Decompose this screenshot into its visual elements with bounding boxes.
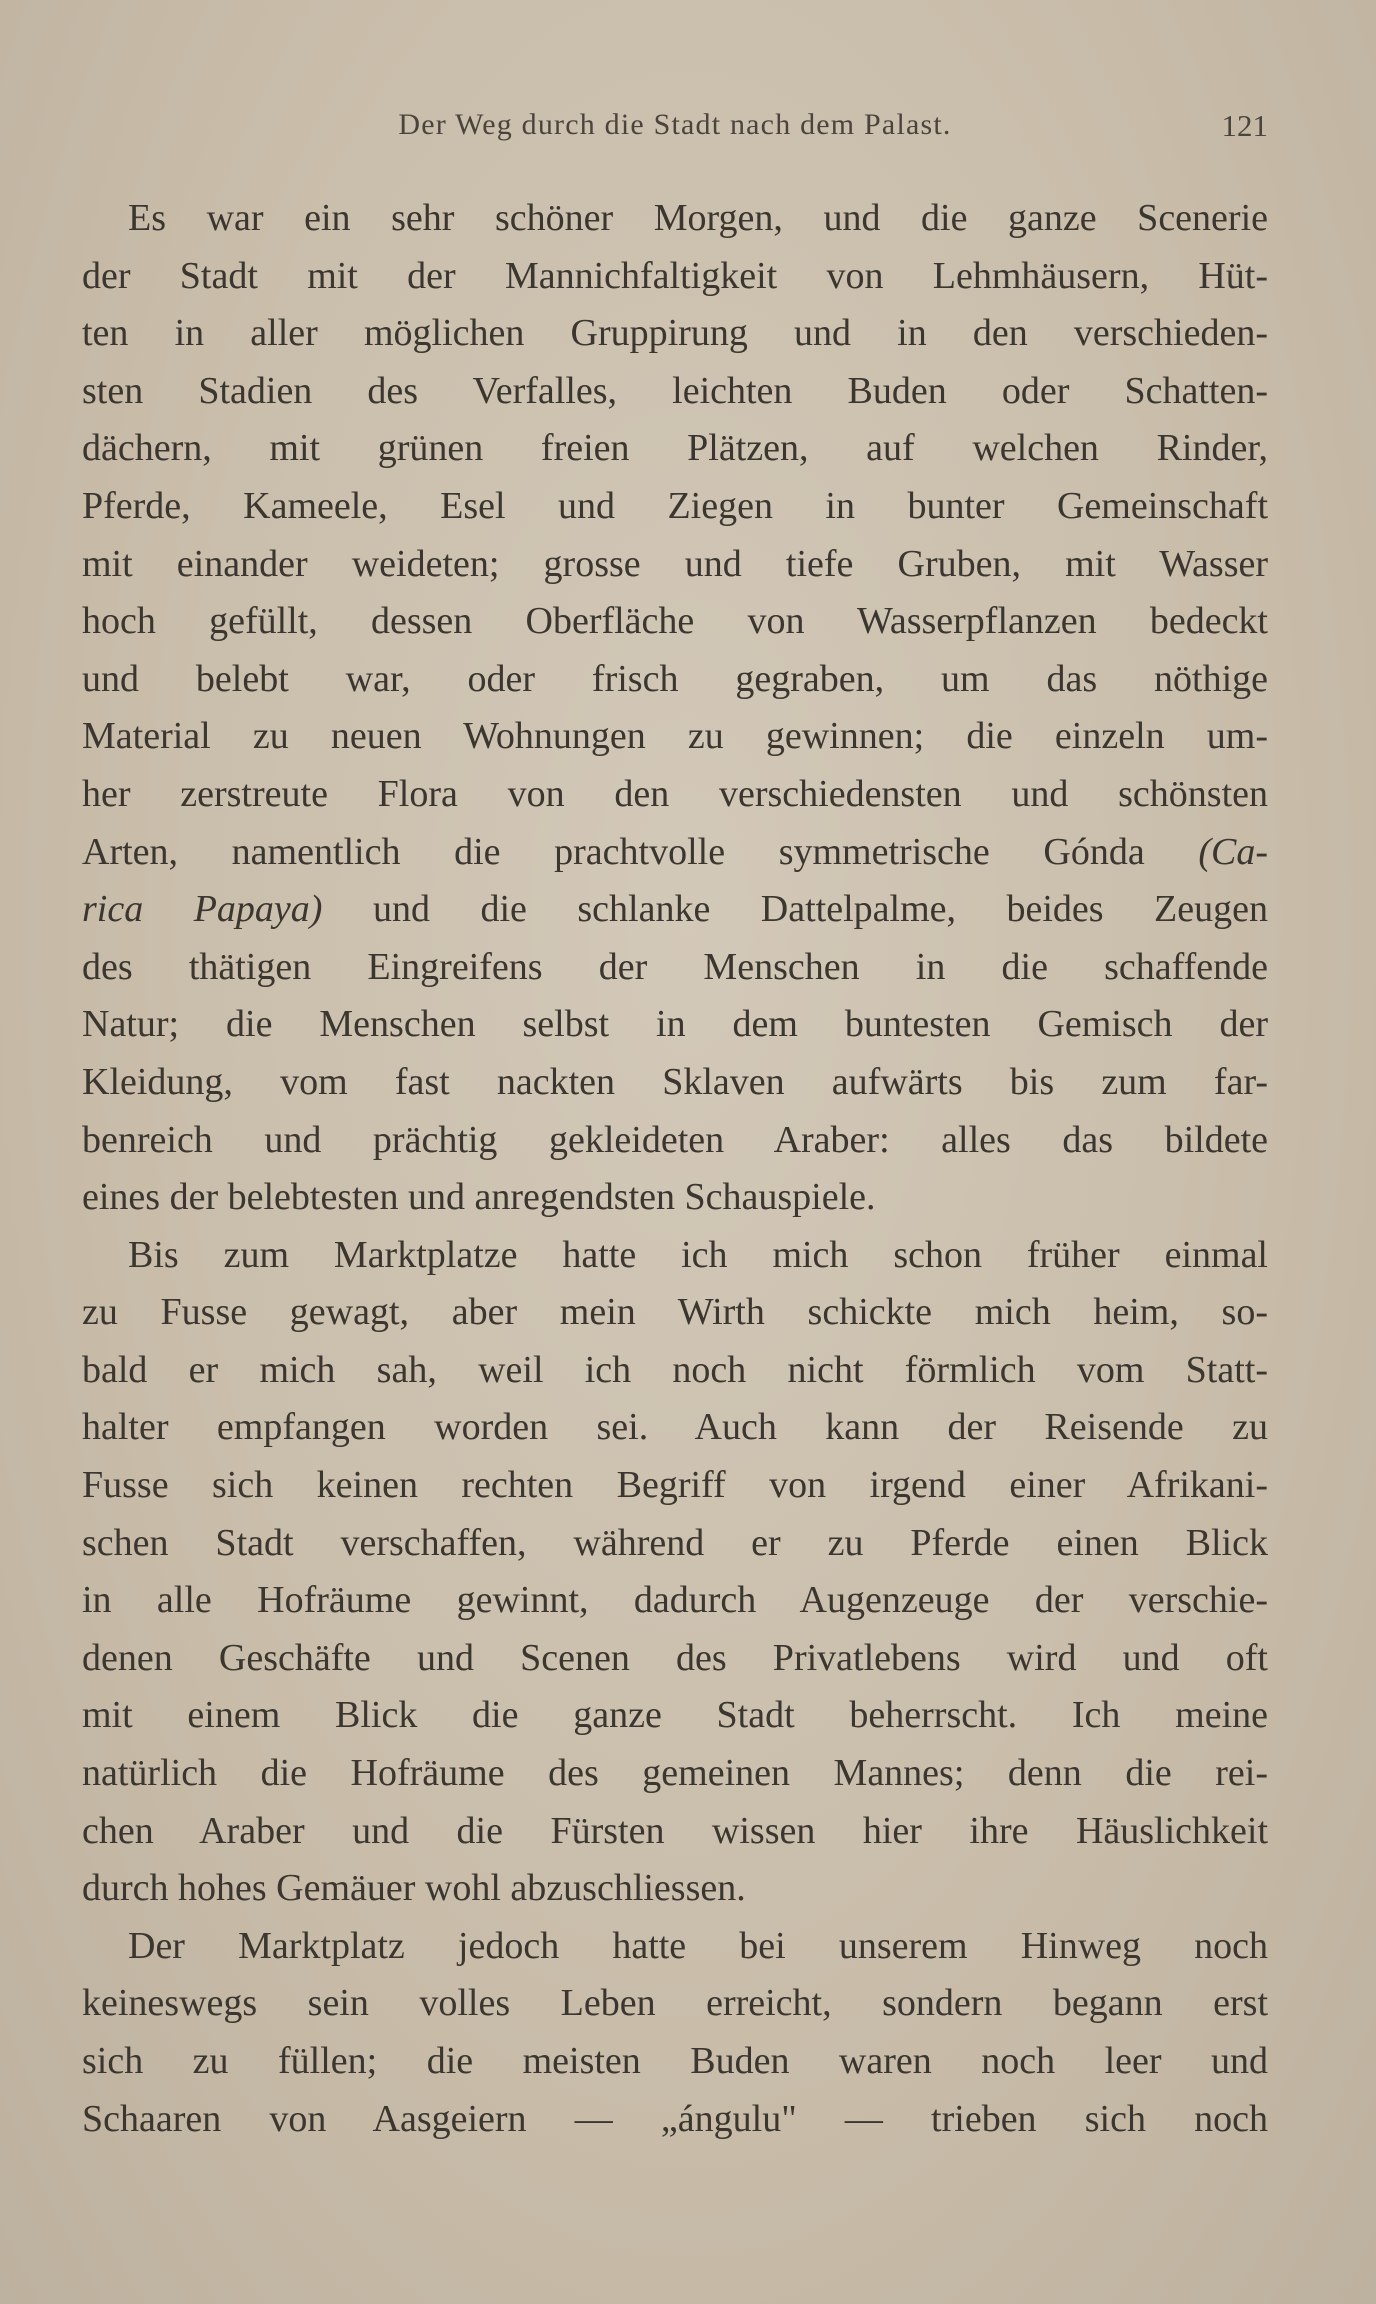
text-line: Material zu neuen Wohnungen zu gewinnen; die einzeln um- <box>82 715 1268 758</box>
text-line: eines der belebtesten und anregendsten Schauspiele. <box>82 1176 876 1219</box>
text-line: sich zu füllen; die meisten Buden waren noch leer und <box>82 2040 1268 2082</box>
text-line: her zerstreute Flora von den verschiedensten und schönsten <box>82 772 1268 815</box>
text-line: des thätigen Eingreifens der Menschen in die schaffende <box>82 945 1268 988</box>
text-line: mit einem Blick die ganze Stadt beherrscht. Ich meine <box>82 1694 1268 1737</box>
text-line: denen Geschäfte und Scenen des Privatlebens wird und oft <box>82 1636 1268 1679</box>
text-line: und belebt war, oder frisch gegraben, um das nöthige <box>82 657 1268 700</box>
text-line: zu Fusse gewagt, aber mein Wirth schickte mich heim, so- <box>82 1291 1268 1334</box>
text-line: Natur; die Menschen selbst in dem buntesten Gemisch der <box>82 1003 1268 1046</box>
text-line: chen Araber und die Fürsten wissen hier ihre Häuslichkeit <box>82 1809 1268 1852</box>
text-line: Schaaren von Aasgeiern — „ángulu" — trieben sich noch <box>82 2097 1268 2140</box>
text-line: hoch gefüllt, dessen Oberfläche von Wasserpflanzen bedeckt <box>82 600 1268 643</box>
text-line: natürlich die Hofräume des gemeinen Mannes; denn die rei- <box>82 1752 1268 1795</box>
italic-term: Papaya) <box>193 888 323 931</box>
running-title: Der Weg durch die Stadt nach dem Palast. <box>398 108 952 141</box>
text-line: Es war ein sehr schöner Morgen, und die ganze Scenerie <box>128 197 1268 239</box>
page-number: 121 <box>1221 108 1268 143</box>
text-line: Bis zum Marktplatze hatte ich mich schon früher einmal <box>128 1233 1268 1276</box>
text-line: rica Papaya) und die schlanke Dattelpalme, beides Zeugen <box>82 888 1268 931</box>
text-line: Fusse sich keinen rechten Begriff von irgend einer Afrikani- <box>82 1464 1268 1507</box>
text-line: ten in aller möglichen Gruppirung und in den verschieden- <box>82 312 1268 355</box>
page-header <box>82 108 1268 148</box>
italic-term: rica <box>82 888 144 931</box>
text-line: Kleidung, vom fast nackten Sklaven aufwärts bis zum far- <box>82 1060 1268 1103</box>
text-line: bald er mich sah, weil ich noch nicht förmlich vom Statt- <box>82 1348 1268 1391</box>
text-line: Arten, namentlich die prachtvolle symmetrische Gónda (Ca- <box>82 830 1268 873</box>
text-line: mit einander weideten; grosse und tiefe Gruben, mit Wasser <box>82 542 1268 585</box>
text-line: der Stadt mit der Mannichfaltigkeit von Lehmhäusern, Hüt- <box>82 254 1268 297</box>
text-line: benreich und prächtig gekleideten Araber: alles das bildete <box>82 1118 1268 1161</box>
text-line: Pferde, Kameele, Esel und Ziegen in bunter Gemeinschaft <box>82 484 1268 527</box>
text-line: durch hohes Gemäuer wohl abzuschliessen. <box>82 1867 746 1910</box>
text-line: in alle Hofräume gewinnt, dadurch Augenzeuge der verschie- <box>82 1579 1268 1622</box>
text-line: sten Stadien des Verfalles, leichten Buden oder Schatten- <box>82 369 1268 412</box>
text-line: halter empfangen worden sei. Auch kann der Reisende zu <box>82 1406 1268 1449</box>
italic-term: (Ca- <box>1198 830 1268 873</box>
body-text <box>82 190 1268 2148</box>
text-line: Der Marktplatz jedoch hatte bei unserem Hinweg noch <box>128 1924 1268 1967</box>
text-line: dächern, mit grünen freien Plätzen, auf welchen Rinder, <box>82 427 1268 470</box>
text-line: keineswegs sein volles Leben erreicht, sondern begann erst <box>82 1982 1268 2025</box>
text-line: schen Stadt verschaffen, während er zu Pferde einen Blick <box>82 1521 1268 1564</box>
